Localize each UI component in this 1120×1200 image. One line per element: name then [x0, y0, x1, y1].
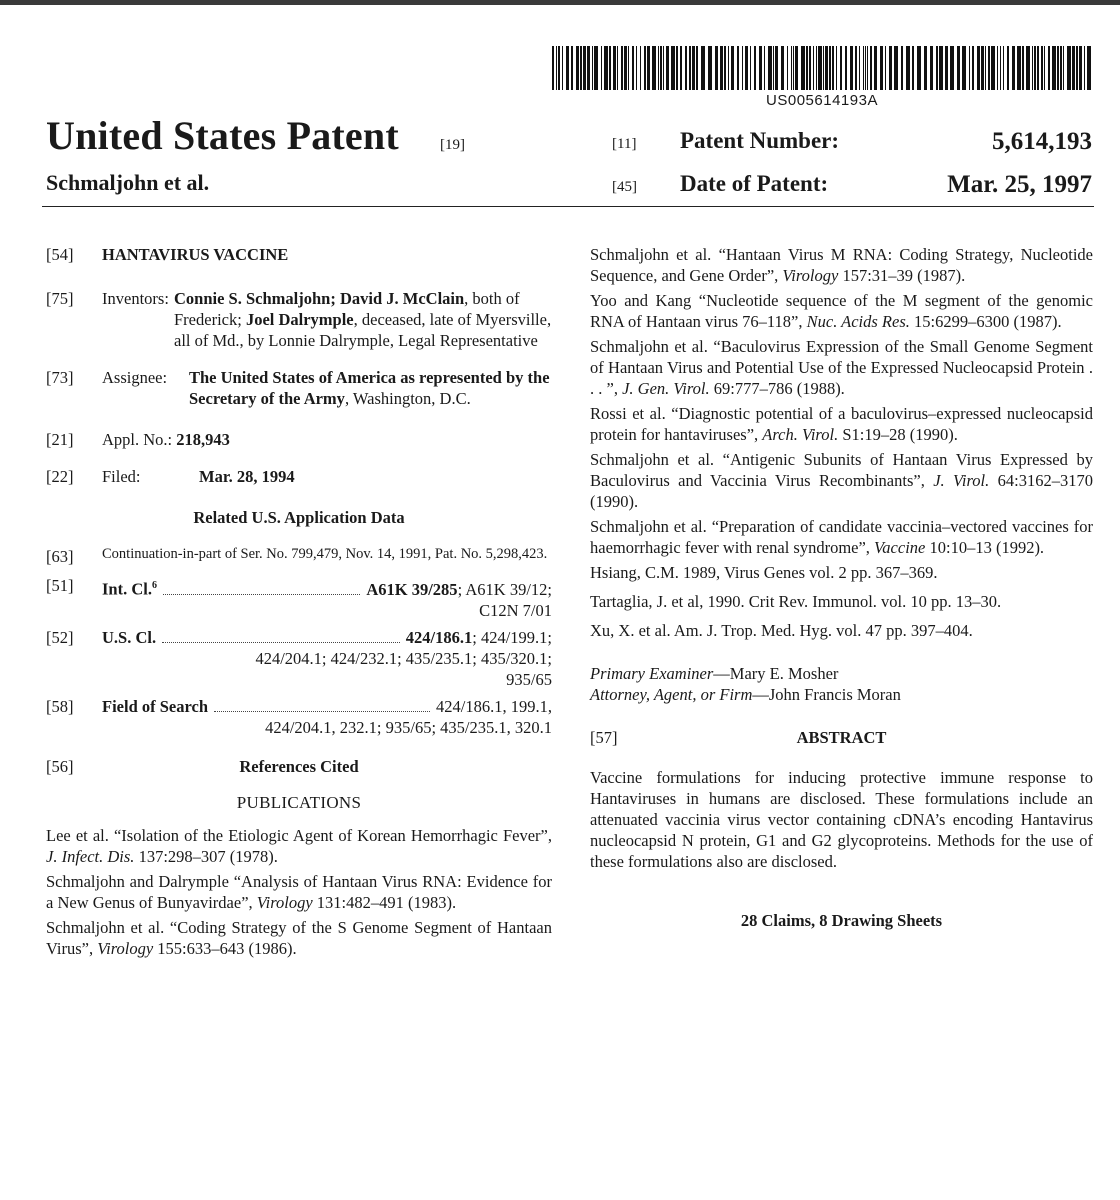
reference-journal: Virology — [97, 938, 154, 958]
field-code: [57] — [590, 728, 618, 747]
barcode-image — [552, 46, 1092, 90]
assignee-text — [189, 367, 552, 409]
patent-title: United States Patent — [46, 113, 399, 158]
reference-text: Tartaglia, J. et al, 1990. Crit Rev. Immunol. vol. 10 pp. 13–30. — [590, 592, 1002, 611]
us-cl-field — [46, 627, 552, 690]
inventors-text — [174, 288, 552, 351]
patent-date-code: [45] — [612, 179, 637, 195]
patent-date-row — [612, 171, 1092, 201]
int-cl-line2: C12N 7/01 — [479, 600, 552, 620]
reference-item — [590, 449, 1093, 512]
reference-item — [590, 290, 1093, 332]
patent-authors: Schmaljohn et al. — [46, 170, 210, 195]
right-column — [590, 244, 1093, 931]
inventors-field — [46, 288, 552, 351]
reference-item — [590, 516, 1093, 558]
title-field — [46, 244, 552, 265]
reference-text: Schmaljohn et al. “Preparation of candidate vaccinia–vectored vaccines for haemorrhagic fever with renal syndrome”, — [590, 517, 1093, 557]
abstract-heading: ABSTRACT — [796, 728, 887, 747]
field-code: [22] — [46, 467, 74, 486]
us-cl-label: U.S. Cl. — [102, 627, 157, 647]
right-references-list — [590, 244, 1093, 641]
reference-text: Schmaljohn et al. “Hantaan Virus M RNA: Coding Strategy, Nucleotide Sequence, and Gene Order”, — [590, 245, 1093, 285]
primary-examiner — [590, 663, 1093, 684]
patent-date-label: Date of Patent: — [680, 171, 829, 196]
assignee-label: Assignee: — [102, 368, 168, 387]
assignee-location: , Washington, D.C. — [344, 389, 471, 408]
reference-citation: 131:482–491 (1983). — [312, 892, 457, 912]
inventor-name: Connie S. Schmaljohn; David J. McClain — [174, 289, 465, 308]
reference-text: Xu, X. et al. Am. J. Trop. Med. Hyg. vol. 47 pp. 397–404. — [590, 621, 973, 640]
references-heading-row — [46, 756, 552, 780]
examiner-block — [590, 663, 1093, 705]
assignee-name: The United States of America as represented by the Secretary of the Army — [189, 368, 550, 408]
barcode-number: US005614193A — [766, 92, 878, 109]
left-references-list — [46, 825, 552, 959]
field-code: [21] — [46, 430, 74, 449]
inventor-name: Joel Dalrymple — [245, 310, 354, 329]
inventor-location: , deceased, late of Myersville, all of Md., by Lonnie Dalrymple, Legal Representative — [174, 310, 552, 350]
field-code: [51] — [46, 576, 74, 595]
reference-citation: 157:31–39 (1987). — [838, 266, 966, 285]
attorney-label: Attorney, Agent, or Firm — [590, 685, 753, 704]
field-code: [58] — [46, 696, 74, 716]
us-cl-line3: 935/65 — [506, 669, 552, 689]
reference-item — [46, 917, 552, 959]
field-code: [56] — [46, 756, 74, 776]
attorney-name: —John Francis Moran — [752, 685, 901, 704]
inventors-label: Inventors: — [102, 289, 169, 308]
left-column — [46, 244, 552, 963]
int-cl-secondary: ; A61K 39/12; — [457, 579, 552, 599]
assignee-field — [46, 367, 552, 409]
us-cl-secondary: ; 424/199.1; — [472, 627, 552, 647]
reference-journal: Nuc. Acids Res. — [806, 312, 910, 331]
field-of-search-line1: 424/186.1, 199.1, — [436, 696, 552, 716]
field-code: [75] — [46, 289, 74, 308]
reference-text: Schmaljohn et al. “Coding Strategy of the S Genome Segment of Hantaan Virus”, — [46, 917, 552, 958]
reference-journal: Vaccine — [874, 538, 926, 557]
int-cl-primary: A61K 39/285 — [366, 579, 458, 599]
patent-number-value: 5,614,193 — [992, 128, 1092, 155]
reference-item — [590, 244, 1093, 286]
reference-citation: 64:3162–3170 (1990). — [590, 471, 1093, 511]
publications-heading: PUBLICATIONS — [236, 792, 362, 812]
abstract-text: Vaccine formulations for inducing protective immune response to Hantaviruses in humans are disclosed. These formulations include an attenuated vaccinia virus vector containing cDNA’s encoding Hantavirus nucleocapsid N protein, G1 and G2 glycoproteins. Methods for the use of these formulations also are disclosed. — [590, 768, 1093, 871]
reference-journal: J. Gen. Virol. — [622, 379, 710, 398]
field-code: [63] — [46, 547, 74, 566]
continuation-field — [46, 546, 552, 566]
filed-label: Filed: — [102, 467, 141, 486]
patent-number-row — [612, 128, 1092, 158]
field-code: [52] — [46, 627, 74, 647]
reference-item — [590, 562, 1093, 583]
patent-number-label: Patent Number: — [680, 128, 840, 153]
us-cl-primary: 424/186.1 — [405, 627, 473, 647]
patent-date-value: Mar. 25, 1997 — [947, 171, 1092, 198]
filed-value: Mar. 28, 1994 — [199, 467, 295, 486]
primary-examiner-name: —Mary E. Mosher — [713, 664, 839, 683]
appl-no-value: 218,943 — [176, 430, 230, 449]
reference-text: Rossi et al. “Diagnostic potential of a baculovirus–expressed nucleocapsid protein for hantaviruses”, — [590, 404, 1093, 444]
field-code: [54] — [46, 245, 74, 264]
reference-citation: 137:298–307 (1978). — [134, 846, 278, 866]
reference-journal: J. Infect. Dis. — [46, 846, 135, 866]
attorney — [590, 684, 1093, 705]
filed-field — [46, 466, 552, 487]
reference-item — [590, 403, 1093, 445]
reference-citation: S1:19–28 (1990). — [838, 425, 958, 444]
field-of-search-line2: 424/204.1, 232.1; 935/65; 435/235.1, 320.1 — [265, 717, 552, 737]
reference-item — [590, 591, 1093, 612]
reference-journal: Arch. Virol. — [762, 425, 839, 444]
inventor-location: , both of Frederick; — [174, 289, 520, 329]
primary-examiner-label: Primary Examiner — [590, 664, 714, 683]
reference-citation: 10:10–13 (1992). — [925, 538, 1045, 557]
reference-citation: 15:6299–6300 (1987). — [909, 312, 1062, 331]
top-border — [0, 0, 1120, 5]
reference-text: Schmaljohn and Dalrymple “Analysis of Hantaan Virus RNA: Evidence for a New Genus of Bunyavirdae”, — [46, 871, 552, 912]
reference-item — [590, 336, 1093, 399]
continuation-text: Continuation-in-part of Ser. No. 799,479, Nov. 14, 1991, Pat. No. 5,298,423. — [102, 546, 548, 562]
us-cl-line2: 424/204.1; 424/232.1; 435/235.1; 435/320.1; — [255, 648, 552, 668]
reference-text: Yoo and Kang “Nucleotide sequence of the M segment of the genomic RNA of Hantaan virus 76–118”, — [590, 291, 1093, 331]
int-cl-superscript: 6 — [151, 580, 157, 591]
reference-citation: 155:633–643 (1986). — [153, 938, 297, 958]
field-of-search — [46, 696, 552, 738]
reference-journal: J. Virol. — [933, 471, 990, 490]
reference-item — [46, 825, 552, 867]
claims-summary: 28 Claims, 8 Drawing Sheets — [740, 911, 943, 930]
field-of-search-label: Field of Search — [102, 696, 209, 716]
related-data-heading: Related U.S. Application Data — [193, 508, 405, 527]
reference-text: Hsiang, C.M. 1989, Virus Genes vol. 2 pp. 367–369. — [590, 563, 938, 582]
field-code: [73] — [46, 368, 74, 387]
reference-item — [590, 620, 1093, 641]
abstract-heading-row — [590, 727, 1093, 757]
int-cl-field — [46, 575, 552, 621]
reference-text: Schmaljohn et al. “Antigenic Subunits of Hantaan Virus Expressed by Baculovirus and Vaccinia Virus Recombinants”, — [590, 450, 1093, 490]
reference-text: Lee et al. “Isolation of the Etiologic Agent of Korean Hemorrhagic Fever”, — [46, 825, 552, 845]
reference-journal: Virology — [782, 266, 839, 285]
invention-title: HANTAVIRUS VACCINE — [102, 245, 289, 264]
title-code: [19] — [440, 137, 465, 153]
reference-journal: Virology — [256, 892, 313, 912]
reference-item — [46, 871, 552, 913]
reference-text: Schmaljohn et al. “Baculovirus Expression of the Small Genome Segment of Hantaan Virus and Potential Use of the Expressed Nucleocapsid Protein . . . ”, — [590, 337, 1093, 398]
reference-citation: 69:777–786 (1988). — [709, 379, 845, 398]
appl-no-field — [46, 429, 552, 450]
int-cl-label: Int. Cl. — [102, 579, 152, 599]
patent-number-code: [11] — [612, 136, 637, 152]
references-heading: References Cited — [239, 756, 359, 776]
appl-no-label: Appl. No.: — [102, 430, 173, 449]
header-rule — [42, 206, 1094, 207]
